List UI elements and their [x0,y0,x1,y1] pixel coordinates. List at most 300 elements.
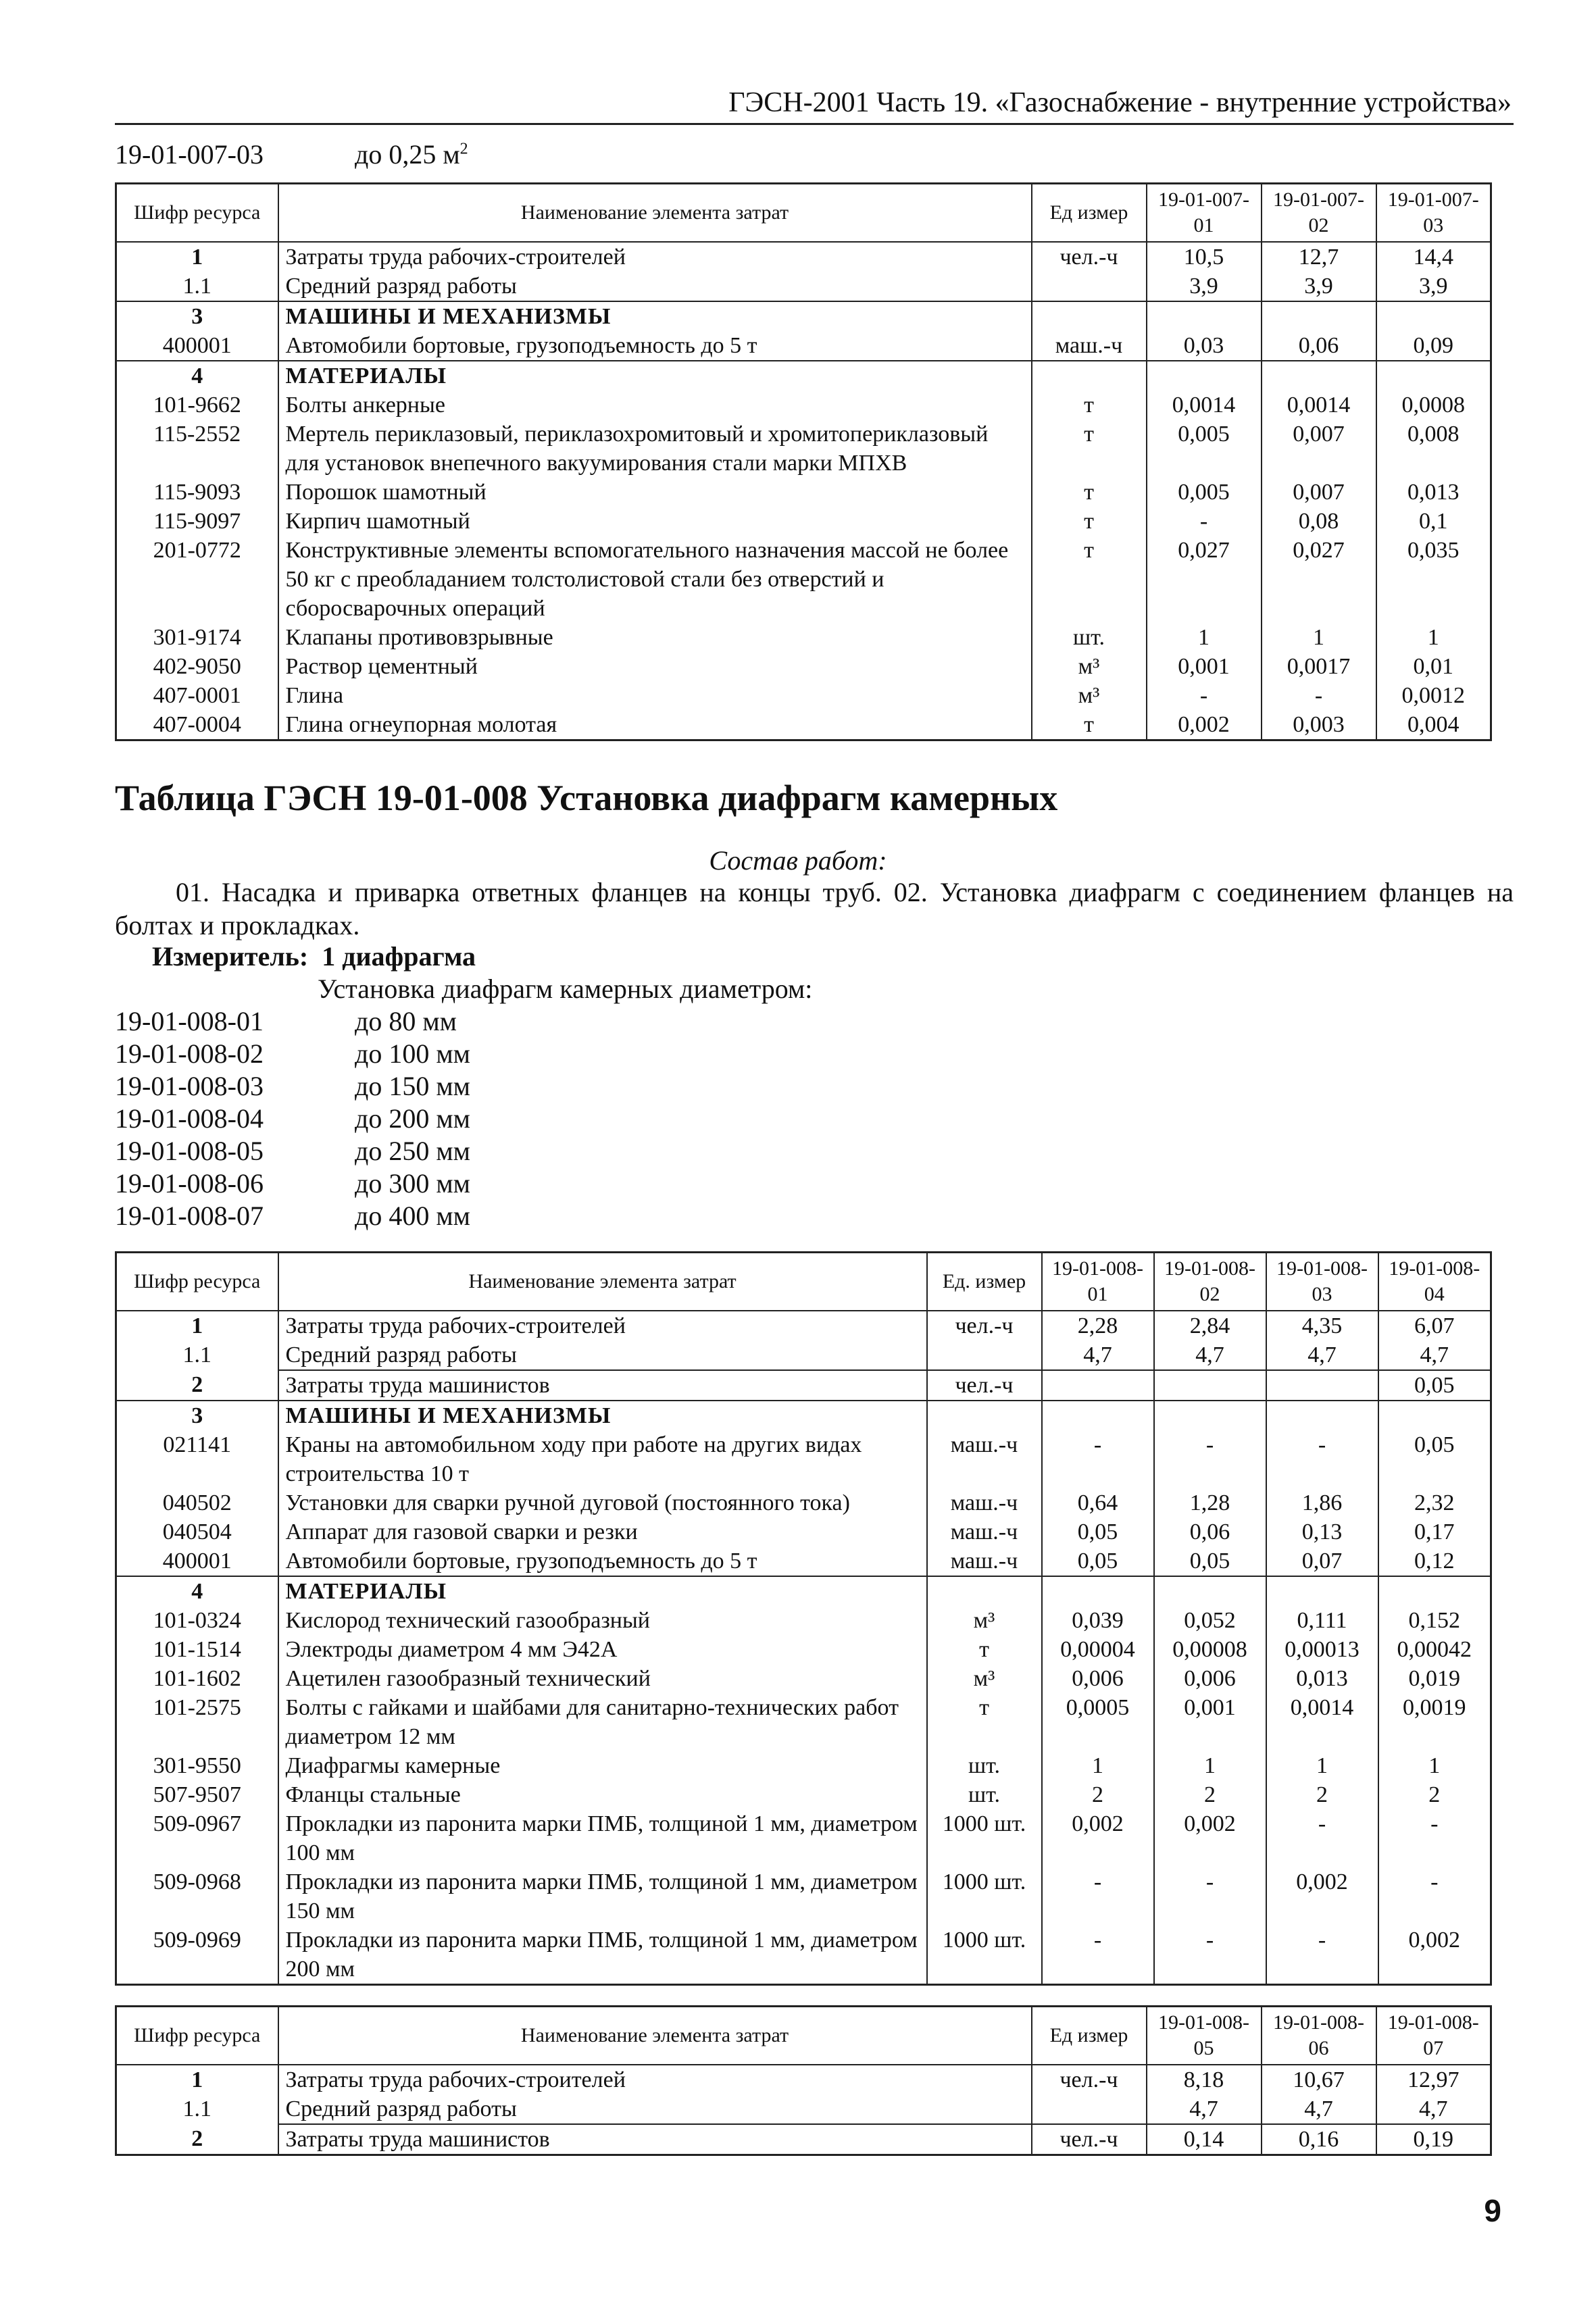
header-col1: 19-01-008-01 [1042,1253,1154,1311]
cost-element-cell: Автомобили бортовые, грузоподъемность до 5 т [278,1546,927,1576]
unit-cell: 1000 шт. [927,1926,1042,1985]
value-cell: 0,007 [1262,478,1376,507]
resource-code-cell: 101-1602 [116,1664,278,1693]
value-cell: 0,111 [1266,1606,1378,1635]
resource-code-cell: 040502 [116,1488,278,1517]
value-cell: 0,002 [1378,1926,1491,1985]
running-header: ГЭСН-2001 Часть 19. «Газоснабжение - внутренние устройства» [728,87,1512,118]
value-cell: 0,035 [1376,536,1491,623]
value-cell: 0,027 [1147,536,1262,623]
unit-cell [1032,2094,1147,2124]
resource-code-cell: 1.1 [116,272,278,301]
value-cell [1262,361,1376,391]
value-cell [1262,301,1376,331]
table-row [116,507,1491,536]
value-cell: 3,9 [1262,272,1376,301]
cost-element-cell: МАШИНЫ И МЕХАНИЗМЫ [278,301,1032,331]
unit-cell: шт. [927,1751,1042,1780]
unit-cell: чел.-ч [1032,242,1147,272]
resource-code-cell: 1 [116,1311,278,1340]
table-row [116,2124,1491,2155]
value-cell [1042,1370,1154,1401]
table-row [116,2094,1491,2124]
cost-element-cell: Краны на автомобильном ходу при работе на других видах строительства 10 т [278,1430,927,1488]
resource-code-cell: 3 [116,301,278,331]
meter-line [152,940,476,972]
resource-code-cell: 4 [116,1576,278,1606]
item-desc: до 300 мм [355,1168,470,1199]
unit-cell: маш.-ч [927,1517,1042,1546]
value-cell: 1 [1147,623,1262,652]
value-cell: 0,05 [1042,1517,1154,1546]
value-cell: - [1154,1430,1266,1488]
cost-element-cell: Фланцы стальные [278,1780,927,1809]
value-cell [1147,361,1262,391]
value-cell: 8,18 [1147,2065,1262,2094]
code-list-item [115,1135,470,1167]
value-cell [1378,1401,1491,1430]
value-cell: 0,002 [1147,710,1262,740]
table-row [116,2065,1491,2094]
norm-table-008-b [115,2005,1492,2156]
resource-code-cell: 507-9507 [116,1780,278,1809]
item-code: 19-01-008-06 [115,1168,264,1199]
resource-code-cell: 101-1514 [116,1635,278,1664]
value-cell: 2 [1266,1780,1378,1809]
value-cell: 0,0005 [1042,1693,1154,1751]
header-name: Наименование элемента затрат [278,184,1032,243]
code-list-item [115,1038,470,1070]
resource-code-cell: 400001 [116,331,278,361]
table-row [116,1926,1491,1985]
unit-cell: м³ [927,1664,1042,1693]
resource-code-cell: 101-2575 [116,1693,278,1751]
code-list-item [115,1103,470,1134]
value-cell: 0,16 [1262,2124,1376,2155]
item-desc: до 150 мм [355,1071,470,1101]
resource-code-cell: 1.1 [116,1340,278,1370]
item-code: 19-01-008-04 [115,1103,264,1134]
value-cell: 12,97 [1376,2065,1491,2094]
cost-element-cell: Глина [278,681,1032,710]
value-cell: 0,00004 [1042,1635,1154,1664]
resource-code-cell: 115-2552 [116,420,278,478]
resource-code-cell: 021141 [116,1430,278,1488]
value-cell: 0,17 [1378,1517,1491,1546]
value-cell: 0,0012 [1376,681,1491,710]
unit-cell [927,1576,1042,1606]
cost-element-cell: Затраты труда рабочих-строителей [278,2065,1032,2094]
value-cell: 2 [1042,1780,1154,1809]
value-cell [1154,1401,1266,1430]
value-cell: 0,05 [1378,1430,1491,1488]
cost-element-cell: МАШИНЫ И МЕХАНИЗМЫ [278,1401,927,1430]
item-code: 19-01-008-05 [115,1136,264,1166]
value-cell: - [1042,1867,1154,1926]
header-name: Наименование элемента затрат [278,2007,1032,2065]
resource-code-cell: 1 [116,242,278,272]
header-unit: Ед. измер [927,1253,1042,1311]
top-code-line [115,139,468,170]
unit-cell [1032,301,1147,331]
cost-element-cell: Мертель периклазовый, периклазохромитовый и хромитопериклазовый для установок внепечного вакуумирования стали марки МПХВ [278,420,1032,478]
table-row [116,1751,1491,1780]
unit-cell: т [927,1635,1042,1664]
value-cell: 0,002 [1154,1809,1266,1867]
top-code-sup: 2 [459,140,468,158]
value-cell: 0,019 [1378,1664,1491,1693]
value-cell: - [1266,1809,1378,1867]
unit-cell: т [1032,391,1147,420]
header-col3: 19-01-008-03 [1266,1253,1378,1311]
value-cell: - [1147,507,1262,536]
item-desc: до 80 мм [355,1006,457,1036]
cost-element-cell: Средний разряд работы [278,272,1032,301]
value-cell: 0,039 [1042,1606,1154,1635]
value-cell: - [1262,681,1376,710]
header-code: Шифр ресурса [116,2007,278,2065]
top-code: 19-01-007-03 [115,139,264,170]
value-cell: 0,013 [1266,1664,1378,1693]
unit-cell: шт. [1032,623,1147,652]
value-cell [1266,1401,1378,1430]
resource-code-cell: 407-0004 [116,710,278,740]
value-cell: 0,0014 [1147,391,1262,420]
value-cell: 2 [1378,1780,1491,1809]
value-cell: 2,32 [1378,1488,1491,1517]
resource-code-cell: 3 [116,1401,278,1430]
value-cell: 0,0014 [1262,391,1376,420]
resource-code-cell: 402-9050 [116,652,278,681]
unit-cell: м³ [1032,652,1147,681]
unit-cell: маш.-ч [927,1488,1042,1517]
cost-element-cell: Порошок шамотный [278,478,1032,507]
value-cell: - [1378,1867,1491,1926]
cost-element-cell: Средний разряд работы [278,2094,1032,2124]
table-row [116,420,1491,478]
table-row [116,1867,1491,1926]
value-cell: 4,35 [1266,1311,1378,1340]
table-row [116,1488,1491,1517]
meter-value: 1 диафрагма [322,941,476,972]
unit-cell: м³ [927,1606,1042,1635]
table-row [116,1664,1491,1693]
value-cell: 4,7 [1376,2094,1491,2124]
value-cell: 0,06 [1262,331,1376,361]
header-code: Шифр ресурса [116,1253,278,1311]
table-row [116,1693,1491,1751]
meter-label: Измеритель: [152,941,309,972]
value-cell: 0,08 [1262,507,1376,536]
item-code: 19-01-008-03 [115,1071,264,1101]
table-row [116,1430,1491,1488]
table-row [116,1311,1491,1340]
unit-cell: т [1032,536,1147,623]
value-cell: 2,84 [1154,1311,1266,1340]
resource-code-cell: 101-9662 [116,391,278,420]
value-cell: 0,64 [1042,1488,1154,1517]
table-row [116,242,1491,272]
item-desc: до 250 мм [355,1136,470,1166]
value-cell [1266,1576,1378,1606]
value-cell: 0,001 [1147,652,1262,681]
cost-element-cell: Конструктивные элементы вспомогательного назначения массой не более 50 кг с преобладанием толстолистовой стали без отверстий и сборосварочных операций [278,536,1032,623]
work-composition-text: 01. Насадка и приварка ответных фланцев на концы труб. 02. Установка диафрагм с соединением фланцев на болтах и прокладках. [115,877,1514,940]
header-code: Шифр ресурса [116,184,278,243]
cost-element-cell: Кирпич шамотный [278,507,1032,536]
work-composition-title: Состав работ: [709,845,887,876]
resource-code-cell: 4 [116,361,278,391]
resource-code-cell: 1 [116,2065,278,2094]
value-cell: 0,0017 [1262,652,1376,681]
resource-code-cell: 509-0968 [116,1867,278,1926]
value-cell: 3,9 [1147,272,1262,301]
value-cell [1042,1576,1154,1606]
resource-code-cell: 2 [116,1370,278,1401]
value-cell: 0,13 [1266,1517,1378,1546]
cost-element-cell: Болты с гайками и шайбами для санитарно-технических работ диаметром 12 мм [278,1693,927,1751]
item-desc: до 200 мм [355,1103,470,1134]
value-cell: 1 [1262,623,1376,652]
table-row [116,681,1491,710]
value-cell [1378,1576,1491,1606]
value-cell: 0,09 [1376,331,1491,361]
value-cell: 0,03 [1147,331,1262,361]
value-cell: 0,004 [1376,710,1491,740]
value-cell: - [1266,1926,1378,1985]
value-cell: - [1042,1430,1154,1488]
unit-cell: маш.-ч [1032,331,1147,361]
cost-element-cell: Диафрагмы камерные [278,1751,927,1780]
unit-cell: чел.-ч [1032,2065,1147,2094]
unit-cell: 1000 шт. [927,1867,1042,1926]
value-cell: 0,006 [1042,1664,1154,1693]
unit-cell [1032,361,1147,391]
unit-cell: т [1032,478,1147,507]
cost-element-cell: Прокладки из паронита марки ПМБ, толщиной 1 мм, диаметром 150 мм [278,1867,927,1926]
installation-heading: Установка диафрагм камерных диаметром: [318,974,813,1004]
value-cell: 4,7 [1147,2094,1262,2124]
cost-element-cell: Глина огнеупорная молотая [278,710,1032,740]
value-cell: 0,013 [1376,478,1491,507]
table-row [116,1635,1491,1664]
cost-element-cell: Кислород технический газообразный [278,1606,927,1635]
table-row [116,1340,1491,1370]
unit-cell: маш.-ч [927,1430,1042,1488]
table-row [116,1401,1491,1430]
value-cell [1376,361,1491,391]
value-cell: - [1154,1867,1266,1926]
code-list-item [115,1200,470,1232]
unit-cell: т [927,1693,1042,1751]
table-row [116,1780,1491,1809]
value-cell: - [1147,681,1262,710]
value-cell: 10,67 [1262,2065,1376,2094]
value-cell: 0,0019 [1378,1693,1491,1751]
resource-code-cell: 301-9550 [116,1751,278,1780]
unit-cell: т [1032,420,1147,478]
value-cell: 3,9 [1376,272,1491,301]
unit-cell: шт. [927,1780,1042,1809]
value-cell: 0,002 [1266,1867,1378,1926]
unit-cell [927,1401,1042,1430]
header-name: Наименование элемента затрат [278,1253,927,1311]
value-cell: - [1042,1926,1154,1985]
table-row [116,1370,1491,1401]
item-desc: до 400 мм [355,1201,470,1231]
resource-code-cell: 509-0967 [116,1809,278,1867]
page-number: 9 [1484,2193,1501,2228]
cost-element-cell: Прокладки из паронита марки ПМБ, толщиной 1 мм, диаметром 100 мм [278,1809,927,1867]
resource-code-cell: 201-0772 [116,536,278,623]
item-desc: до 100 мм [355,1038,470,1069]
header-col1: 19-01-007-01 [1147,184,1262,243]
unit-cell: м³ [1032,681,1147,710]
table-row [116,710,1491,740]
header-rule [115,123,1514,125]
value-cell: 0,00013 [1266,1635,1378,1664]
cost-element-cell: Болты анкерные [278,391,1032,420]
value-cell: 0,05 [1378,1370,1491,1401]
value-cell [1154,1576,1266,1606]
norm-table-008-a [115,1251,1492,1986]
cost-element-cell: Затраты труда машинистов [278,2124,1032,2155]
header-unit: Ед измер [1032,2007,1147,2065]
value-cell: 0,05 [1042,1546,1154,1576]
value-cell: 0,05 [1154,1546,1266,1576]
value-cell [1154,1370,1266,1401]
value-cell: - [1154,1926,1266,1985]
value-cell: 1 [1042,1751,1154,1780]
table-row [116,1546,1491,1576]
table-row [116,652,1491,681]
cost-element-cell: Установки для сварки ручной дуговой (постоянного тока) [278,1488,927,1517]
cost-element-cell: Электроды диаметром 4 мм Э42А [278,1635,927,1664]
value-cell: 12,7 [1262,242,1376,272]
table-row [116,1517,1491,1546]
value-cell: 6,07 [1378,1311,1491,1340]
value-cell [1376,301,1491,331]
table-row [116,478,1491,507]
section-title: Таблица ГЭСН 19-01-008 Установка диафрагм камерных [115,778,1058,818]
unit-cell: чел.-ч [927,1370,1042,1401]
table-row [116,1809,1491,1867]
value-cell: 1 [1154,1751,1266,1780]
value-cell: 10,5 [1147,242,1262,272]
value-cell: 14,4 [1376,242,1491,272]
unit-cell: т [1032,710,1147,740]
value-cell [1147,301,1262,331]
value-cell: 0,003 [1262,710,1376,740]
resource-code-cell: 101-0324 [116,1606,278,1635]
resource-code-cell: 407-0001 [116,681,278,710]
header-col4: 19-01-008-04 [1378,1253,1491,1311]
value-cell: 0,152 [1378,1606,1491,1635]
resource-code-cell: 040504 [116,1517,278,1546]
value-cell: 0,00042 [1378,1635,1491,1664]
value-cell [1042,1401,1154,1430]
cost-element-cell: Затраты труда машинистов [278,1370,927,1401]
unit-cell: т [1032,507,1147,536]
cost-element-cell: Прокладки из паронита марки ПМБ, толщиной 1 мм, диаметром 200 мм [278,1926,927,1985]
cost-element-cell: Автомобили бортовые, грузоподъемность до 5 т [278,331,1032,361]
unit-cell: 1000 шт. [927,1809,1042,1867]
value-cell: 4,7 [1262,2094,1376,2124]
value-cell: - [1378,1809,1491,1867]
value-cell: 0,008 [1376,420,1491,478]
resource-code-cell: 115-9093 [116,478,278,507]
code-list-item [115,1070,470,1102]
value-cell: 2,28 [1042,1311,1154,1340]
value-cell: 4,7 [1378,1340,1491,1370]
value-cell: 0,14 [1147,2124,1262,2155]
code-list-item [115,1167,470,1199]
value-cell [1266,1370,1378,1401]
cost-element-cell: МАТЕРИАЛЫ [278,1576,927,1606]
value-cell: 0,01 [1376,652,1491,681]
resource-code-cell: 115-9097 [116,507,278,536]
header-col1: 19-01-008-05 [1147,2007,1262,2065]
table-row [116,623,1491,652]
table-row [116,1606,1491,1635]
header-col2: 19-01-008-06 [1262,2007,1376,2065]
value-cell: 1,28 [1154,1488,1266,1517]
value-cell: 1,86 [1266,1488,1378,1517]
value-cell: 4,7 [1042,1340,1154,1370]
value-cell: 0,052 [1154,1606,1266,1635]
item-code: 19-01-008-02 [115,1038,264,1069]
unit-cell: маш.-ч [927,1546,1042,1576]
value-cell: 4,7 [1266,1340,1378,1370]
cost-element-cell: Ацетилен газообразный технический [278,1664,927,1693]
cost-element-cell: Средний разряд работы [278,1340,927,1370]
resource-code-cell: 301-9174 [116,623,278,652]
cost-element-cell: Раствор цементный [278,652,1032,681]
value-cell: 0,0008 [1376,391,1491,420]
table-row [116,361,1491,391]
value-cell: - [1266,1430,1378,1488]
cost-element-cell: Аппарат для газовой сварки и резки [278,1517,927,1546]
resource-code-cell: 400001 [116,1546,278,1576]
value-cell: 0,005 [1147,420,1262,478]
value-cell: 0,0014 [1266,1693,1378,1751]
resource-code-cell: 1.1 [116,2094,278,2124]
value-cell: 0,005 [1147,478,1262,507]
value-cell: 2 [1154,1780,1266,1809]
value-cell: 0,06 [1154,1517,1266,1546]
item-code: 19-01-008-07 [115,1201,264,1231]
header-col2: 19-01-007-02 [1262,184,1376,243]
norm-table-007 [115,182,1492,741]
value-cell: 0,12 [1378,1546,1491,1576]
unit-cell: чел.-ч [1032,2124,1147,2155]
table-row [116,391,1491,420]
value-cell: 0,19 [1376,2124,1491,2155]
value-cell: 0,002 [1042,1809,1154,1867]
value-cell: 1 [1378,1751,1491,1780]
resource-code-cell: 2 [116,2124,278,2155]
header-unit: Ед измер [1032,184,1147,243]
table-row [116,1576,1491,1606]
cost-element-cell: Затраты труда рабочих-строителей [278,242,1032,272]
unit-cell: чел.-ч [927,1311,1042,1340]
table-row [116,272,1491,301]
value-cell: 0,027 [1262,536,1376,623]
cost-element-cell: МАТЕРИАЛЫ [278,361,1032,391]
top-code-desc: до 0,25 м [355,139,460,170]
cost-element-cell: Затраты труда рабочих-строителей [278,1311,927,1340]
value-cell: 0,1 [1376,507,1491,536]
